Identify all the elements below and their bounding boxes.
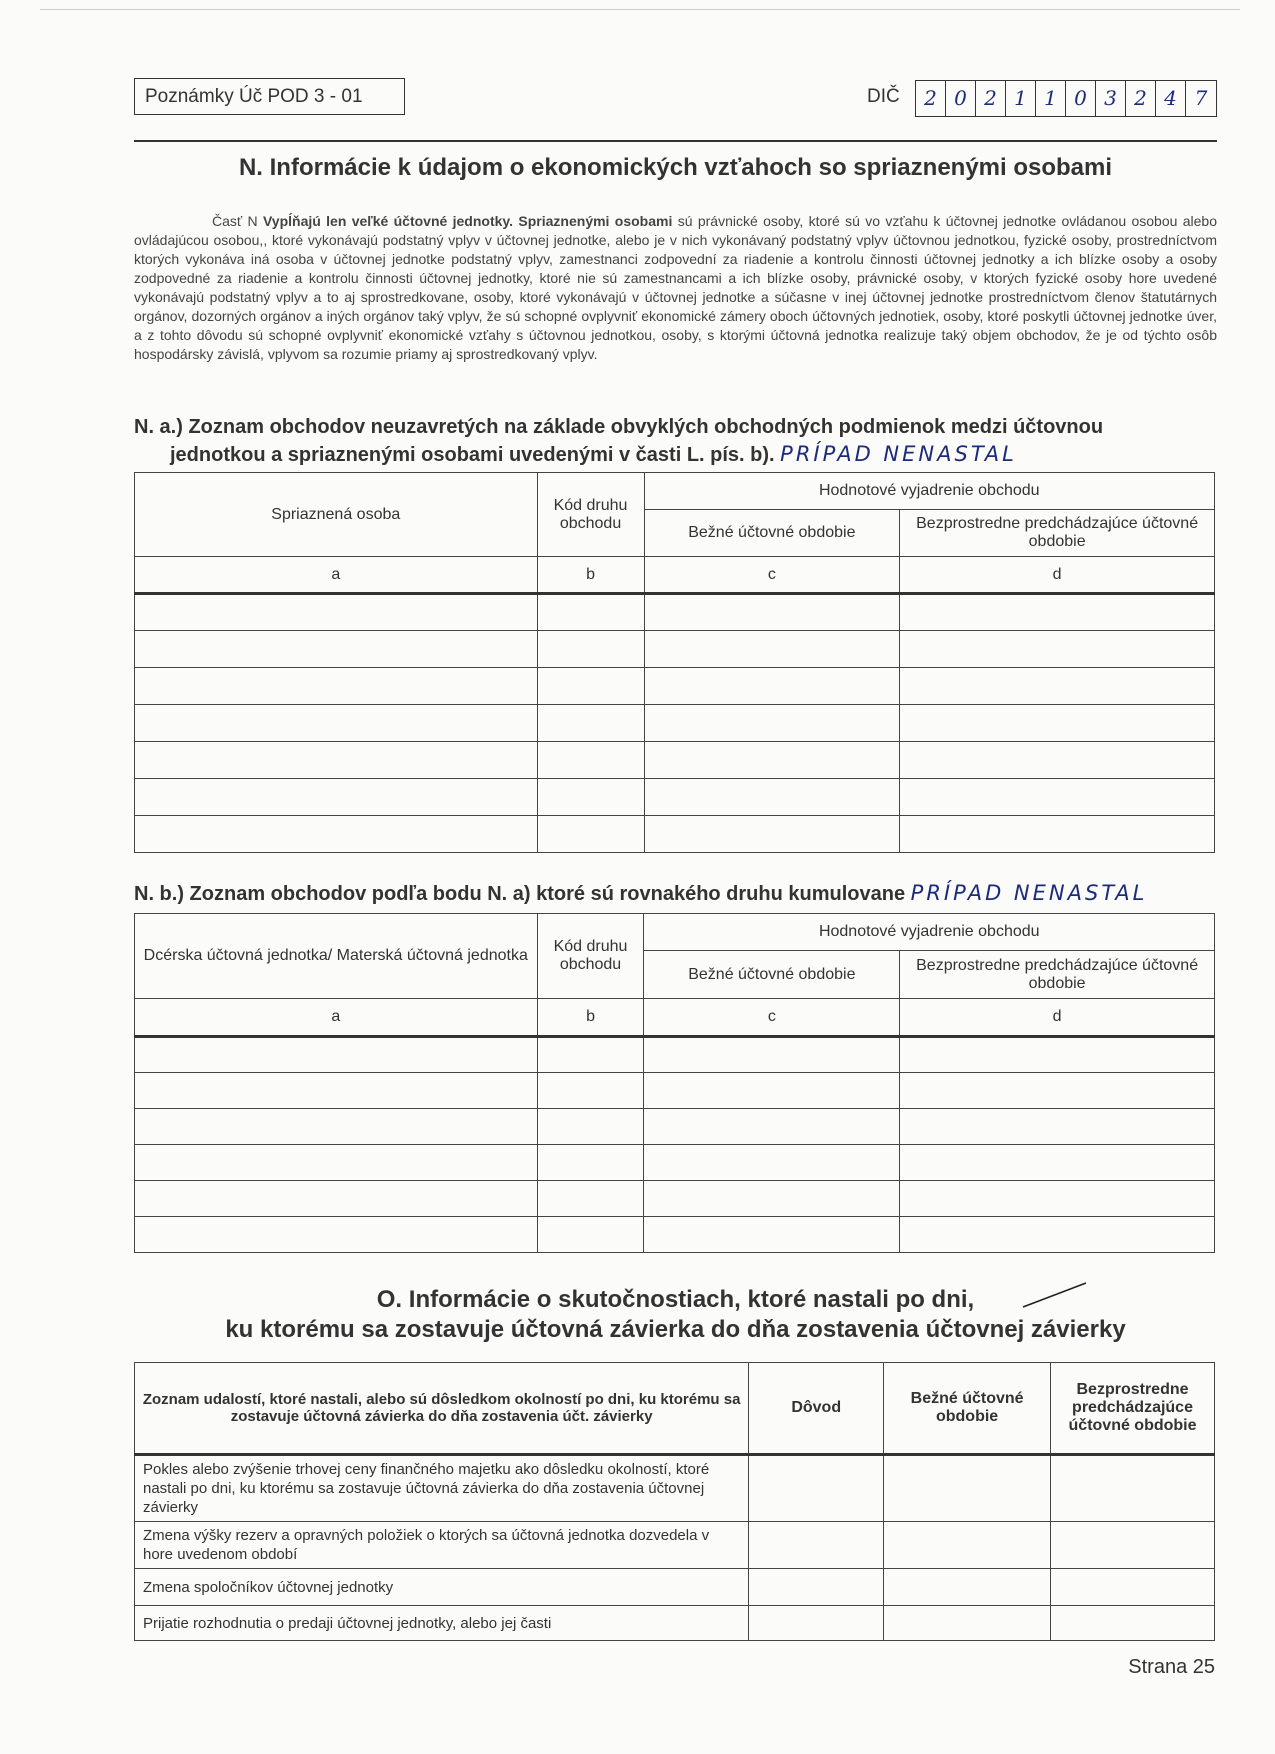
- empty-cell[interactable]: [537, 1145, 644, 1181]
- empty-cell[interactable]: [537, 631, 644, 668]
- previous-period-cell[interactable]: [1051, 1522, 1215, 1569]
- col-header: Bezprostredne predchádzajúce účtovné obdobie: [900, 510, 1215, 557]
- empty-cell[interactable]: [644, 779, 900, 816]
- section-o-title-2: ku ktorému sa zostavuje účtovná závierka do dňa zostavenia účtovnej závierky: [225, 1316, 1126, 1343]
- para-text: sú právnické osoby, ktoré sú vo vzťahu k účtovnej jednotke ovládanou osobou alebo ovládajúcou osobou,, ktoré vykonávajú podstatný vplyv v účtovnej jednotke, alebo je v nich vykonávaný podstatný vplyv účtovnou jednotkou, fyzické osoby, prostredníctvom ktorých vykonáva iná osoba v účtovnej jednotke podstatný vplyv, zamestnanci zodpovední za riadenie a kontrolu činnosti účtovnej jednotky a ich blízke osoby a osoby zodpovedné za riadenie a kontrolu činnosti účtovnej jednotky, ktoré nie sú zamestnancami a ich blízke osoby, právnické osoby, v ktorých fyzické osoby hore uvedené vykonávajú podstatný vplyv a to aj sprostredkovane, osoby, ktoré vykonávajú v účtovnej jednotke a súčasne v inej účtovnej jednotke prostredníctvom členov štatutárnych orgánov, dozorných orgánov a iných orgánov taký vplyv, že sú schopné ovplyvniť ekonomické zámery oboch účtovných jednotiek, osoby, ktoré poskytli účtovnej jednotke úver, a z tohto dôvodu sú schopné ovplyvniť ekonomické vzťahy s účtovnou jednotkou, osoby, s ktorými účtovná jednotka realizuje taký objem obchodov, že je od týchto osôb hospodársky závislá, vplyvom sa rozumie priamy aj sprostredkovaný vplyv.: [134, 213, 1218, 362]
- event-label: Pokles alebo zvýšenie trhovej ceny finančného majetku ako dôsledku okolností, ktoré nastali po dni, ku ktorému sa zostavuje účtovná závierka do dňa zostavenia účtovnej závierky: [135, 1455, 749, 1522]
- current-period-cell[interactable]: [884, 1522, 1051, 1569]
- empty-cell[interactable]: [135, 594, 538, 631]
- table-row: [135, 1181, 1215, 1217]
- col-letter: d: [900, 557, 1215, 594]
- dic-label: DIČ: [867, 86, 900, 107]
- empty-cell[interactable]: [900, 742, 1215, 779]
- col-header: Spriaznená osoba: [135, 473, 538, 557]
- divider: [134, 140, 1217, 142]
- empty-cell[interactable]: [537, 1073, 644, 1109]
- table-row: [135, 779, 1215, 816]
- table-na-heading: [134, 414, 1103, 469]
- empty-cell[interactable]: [644, 594, 900, 631]
- table-na: [134, 472, 1215, 853]
- para-lead: Časť N: [212, 213, 263, 229]
- empty-cell[interactable]: [900, 1217, 1215, 1253]
- table-row: [135, 594, 1215, 631]
- current-period-cell[interactable]: [884, 1606, 1051, 1641]
- empty-cell[interactable]: [135, 668, 538, 705]
- table-row: [135, 1073, 1215, 1109]
- col-header: Bežné účtovné obdobie: [884, 1363, 1051, 1455]
- para-bold: Spriaznenými osobami: [513, 213, 673, 229]
- table-row: [135, 668, 1215, 705]
- col-letter: c: [644, 557, 900, 594]
- empty-cell[interactable]: [900, 1145, 1215, 1181]
- empty-cell[interactable]: [900, 1073, 1215, 1109]
- empty-cell[interactable]: [900, 668, 1215, 705]
- empty-cell[interactable]: [900, 631, 1215, 668]
- dic-digit[interactable]: 2: [916, 81, 946, 116]
- empty-cell[interactable]: [900, 1181, 1215, 1217]
- empty-cell[interactable]: [537, 1037, 644, 1073]
- table-row: [135, 1569, 1215, 1606]
- empty-cell[interactable]: [135, 1037, 538, 1073]
- col-header: Bezprostredne predchádzajúce účtovné obdobie: [1051, 1363, 1215, 1455]
- empty-cell[interactable]: [900, 816, 1215, 853]
- empty-cell[interactable]: [537, 1109, 644, 1145]
- table-row: [135, 1606, 1215, 1641]
- dic-digit[interactable]: 1: [1036, 81, 1066, 116]
- section-o-title-1: O. Informácie o skutočnostiach, ktoré nastali po dni,: [376, 1286, 975, 1313]
- dic-digit[interactable]: 7: [1194, 86, 1208, 110]
- form-code-box: Poznámky Úč POD 3 - 01: [134, 78, 405, 115]
- empty-cell[interactable]: [644, 816, 900, 853]
- table-o: [134, 1362, 1215, 1641]
- empty-cell[interactable]: [135, 1145, 538, 1181]
- heading-text: N. b.) Zoznam obchodov podľa bodu N. a) ktoré sú rovnakého druhu kumulovane: [134, 883, 906, 905]
- table-row: [135, 816, 1215, 853]
- previous-period-cell[interactable]: [1051, 1606, 1215, 1641]
- dic-field[interactable]: [915, 80, 1217, 117]
- col-header: Bežné účtovné obdobie: [644, 951, 900, 999]
- dic-digit[interactable]: 2: [1126, 81, 1156, 116]
- event-label: Zmena spoločníkov účtovnej jednotky: [135, 1569, 749, 1606]
- dic-digit[interactable]: 3: [1096, 81, 1126, 116]
- col-header: Kód druhu obchodu: [537, 914, 644, 999]
- empty-cell[interactable]: [537, 779, 644, 816]
- table-row: [135, 1455, 1215, 1522]
- event-label: Prijatie rozhodnutia o predaji účtovnej jednotky, alebo jej časti: [135, 1606, 749, 1641]
- current-period-cell[interactable]: [884, 1569, 1051, 1606]
- heading-line: [134, 441, 1103, 469]
- col-header: Kód druhu obchodu: [537, 473, 644, 557]
- empty-cell[interactable]: [537, 1181, 644, 1217]
- table-row: [135, 1037, 1215, 1073]
- handwritten-note: PRÍPAD NENASTAL: [910, 881, 1148, 905]
- empty-cell[interactable]: [644, 1181, 900, 1217]
- empty-cell[interactable]: [644, 668, 900, 705]
- empty-cell[interactable]: [135, 779, 538, 816]
- empty-cell[interactable]: [644, 631, 900, 668]
- empty-cell[interactable]: [900, 779, 1215, 816]
- table-row: [135, 742, 1215, 779]
- table-row: [135, 1217, 1215, 1253]
- empty-cell[interactable]: [644, 1109, 900, 1145]
- dic-digit[interactable]: 0: [946, 81, 976, 116]
- empty-cell[interactable]: [135, 1181, 538, 1217]
- heading-text: jednotkou a spriaznenými osobami uvedenými v časti L. pís. b).: [170, 444, 775, 466]
- empty-cell[interactable]: [537, 668, 644, 705]
- col-header: Zoznam udalostí, ktoré nastali, alebo sú dôsledkom okolností po dni, ku ktorému sa zostavuje účtovná závierka do dňa zostavenia účt. závierky: [135, 1363, 749, 1455]
- table-row: [135, 705, 1215, 742]
- section-n-description: [134, 212, 1217, 364]
- empty-cell[interactable]: [537, 594, 644, 631]
- para-bold: Vypĺňajú len veľké účtovné jednotky.: [262, 213, 514, 229]
- empty-cell[interactable]: [135, 631, 538, 668]
- empty-cell[interactable]: [900, 1037, 1215, 1073]
- dic-digit[interactable]: 0: [1066, 81, 1096, 116]
- section-n-title: N. Informácie k údajom o ekonomických vzťahoch so spriaznenými osobami: [238, 154, 1113, 181]
- col-letter: a: [135, 999, 538, 1037]
- reason-cell[interactable]: [749, 1522, 884, 1569]
- empty-cell[interactable]: [135, 705, 538, 742]
- table-row: [135, 631, 1215, 668]
- previous-period-cell[interactable]: [1051, 1569, 1215, 1606]
- table-nb-heading: [134, 880, 1147, 908]
- col-group-header: Hodnotové vyjadrenie obchodu: [644, 473, 1215, 510]
- empty-cell[interactable]: [537, 1217, 644, 1253]
- reason-cell[interactable]: [749, 1569, 884, 1606]
- table-nb: [134, 913, 1215, 1253]
- empty-cell[interactable]: [644, 1073, 900, 1109]
- empty-cell[interactable]: [644, 742, 900, 779]
- empty-cell[interactable]: [900, 594, 1215, 631]
- empty-cell[interactable]: [644, 1037, 900, 1073]
- empty-cell[interactable]: [135, 816, 538, 853]
- heading-line: N. a.) Zoznam obchodov neuzavretých na základe obvyklých obchodných podmienok medzi účtovnou: [134, 416, 1104, 438]
- scan-edge-line: [40, 9, 1240, 10]
- dic-digit[interactable]: 1: [1006, 81, 1036, 116]
- col-letter: a: [135, 557, 538, 594]
- empty-cell[interactable]: [537, 816, 644, 853]
- table-row: [135, 1522, 1215, 1569]
- empty-cell[interactable]: [644, 705, 900, 742]
- col-header: Bežné účtovné obdobie: [644, 510, 900, 557]
- empty-cell[interactable]: [900, 705, 1215, 742]
- col-group-header: Hodnotové vyjadrenie obchodu: [644, 914, 1215, 951]
- empty-cell[interactable]: [135, 1073, 538, 1109]
- handwritten-dash-icon: [1020, 1280, 1090, 1310]
- col-header: Dôvod: [749, 1363, 884, 1455]
- empty-cell[interactable]: [135, 1217, 538, 1253]
- empty-cell[interactable]: [135, 742, 538, 779]
- page-number: Strana 25: [1128, 1656, 1215, 1678]
- empty-cell[interactable]: [135, 1109, 538, 1145]
- previous-period-cell[interactable]: [1051, 1455, 1215, 1522]
- reason-cell[interactable]: [749, 1455, 884, 1522]
- current-period-cell[interactable]: [884, 1455, 1051, 1522]
- col-letter: c: [644, 999, 900, 1037]
- empty-cell[interactable]: [644, 1217, 900, 1253]
- empty-cell[interactable]: [900, 1109, 1215, 1145]
- reason-cell[interactable]: [749, 1606, 884, 1641]
- table-row: [135, 1145, 1215, 1181]
- handwritten-note: PRÍPAD NENASTAL: [780, 442, 1017, 466]
- col-letter: b: [537, 557, 644, 594]
- table-row: [135, 1109, 1215, 1145]
- dic-digit[interactable]: 4: [1156, 81, 1186, 116]
- col-letter: b: [537, 999, 644, 1037]
- col-header: Bezprostredne predchádzajúce účtovné obdobie: [900, 951, 1215, 999]
- col-letter: d: [900, 999, 1215, 1037]
- empty-cell[interactable]: [537, 705, 644, 742]
- dic-digit[interactable]: 2: [976, 81, 1006, 116]
- empty-cell[interactable]: [537, 742, 644, 779]
- event-label: Zmena výšky rezerv a opravných položiek o ktorých sa účtovná jednotka dozvedela v hore uvedenom období: [135, 1522, 749, 1569]
- empty-cell[interactable]: [644, 1145, 900, 1181]
- col-header: Dcérska účtovná jednotka/ Materská účtovná jednotka: [135, 914, 538, 999]
